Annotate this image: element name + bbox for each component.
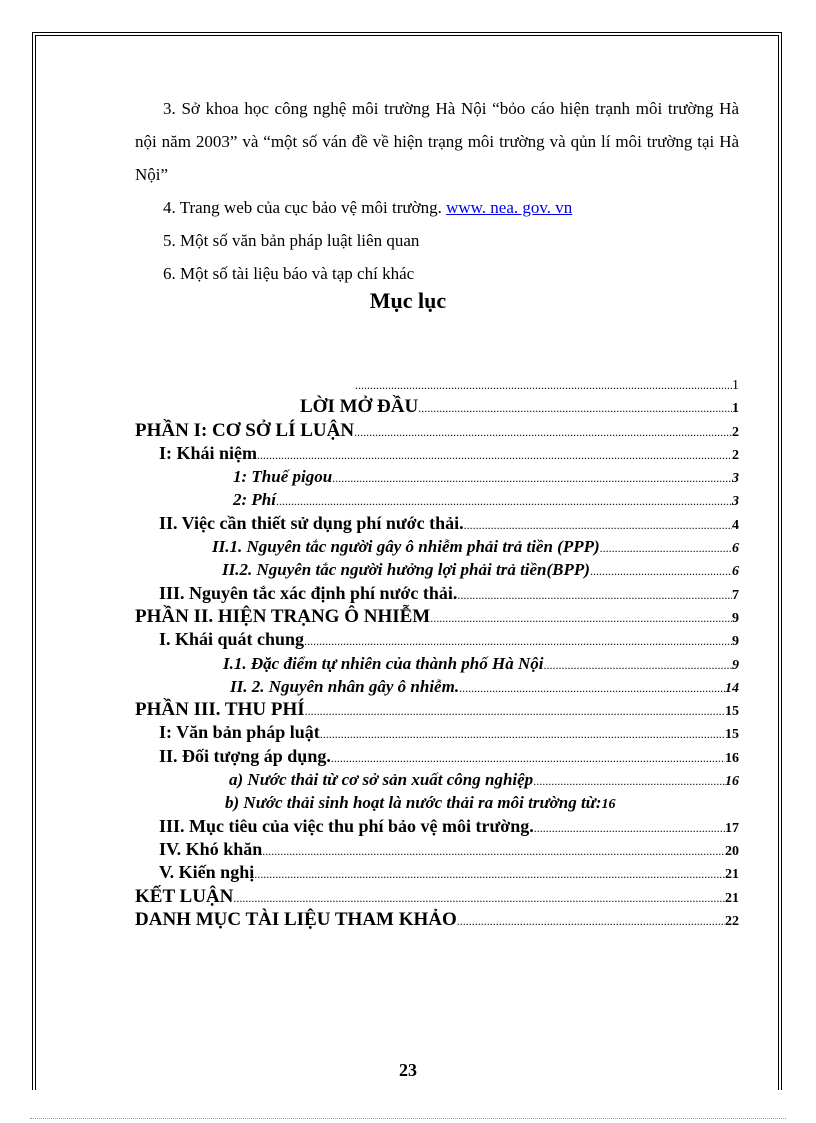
toc-entry-page: 22 xyxy=(725,913,739,929)
toc-entry-page: 2 xyxy=(732,424,739,440)
leader-dots xyxy=(305,698,725,723)
toc-entry-page: 15 xyxy=(725,704,739,720)
reference-item-5: 5. Một số văn bản pháp luật liên quan xyxy=(163,231,420,250)
toc-entry-page: 16 xyxy=(725,774,739,790)
toc-entry-van-ban-phap-luat[interactable] xyxy=(135,721,739,744)
toc-entry-label: PHẦN I: CƠ SỞ LÍ LUẬN xyxy=(135,419,355,441)
reference-item-3-line-1: 3. Sở khoa học công nghệ môi trường Hà Nội “bỏo cáo hiện trạnh môi xyxy=(163,99,663,118)
leader-dots xyxy=(533,768,725,793)
leader-dots xyxy=(233,885,725,910)
toc-entry-nguyen-nhan[interactable] xyxy=(135,675,739,698)
leader-dots xyxy=(418,395,732,420)
toc-entry-label: KẾT LUẬN xyxy=(135,885,234,907)
toc-entry-label: I. Khái quát chung xyxy=(159,629,305,650)
toc-entry-page: 9 xyxy=(732,657,739,673)
toc-entry-label: I.1. Đặc điểm tự nhiên của thành phố Hà Nội xyxy=(223,653,544,673)
toc-entry-kien-nghi[interactable] xyxy=(135,861,739,884)
toc-entry-bpp[interactable] xyxy=(135,558,739,581)
toc-entry-label: II. Việc cần thiết sử dụng phí nước thải. xyxy=(159,512,464,533)
toc-entry-label: a) Nước thải từ cơ sở sản xuất công nghiệp xyxy=(229,770,534,790)
toc-entry-label: b) Nước thải sinh hoạt là nước thải ra môi trường từ: xyxy=(225,793,602,813)
leader-dots xyxy=(320,721,725,746)
leader-dots xyxy=(430,605,732,630)
leader-dots xyxy=(276,488,732,513)
toc-entry-label: III. Nguyên tắc xác định phí nước thải. xyxy=(159,582,458,603)
page-number: 23 xyxy=(399,1060,417,1078)
reference-item-6: 6. Một số tài liệu báo và tạp chí khác xyxy=(163,264,415,283)
toc-entry-ppp[interactable] xyxy=(135,535,739,558)
toc-entry-label: I: Khái niệm xyxy=(159,442,258,463)
toc-entry-page: 9 xyxy=(732,610,739,626)
toc-entry-label: III. Mục tiêu của việc thu phí bảo vệ môi trường. xyxy=(159,815,534,836)
leader-dots xyxy=(254,861,725,886)
leader-dots xyxy=(257,442,732,467)
toc-entry-label: PHẦN II. HIỆN TRẠNG Ô NHIỄM xyxy=(135,605,431,627)
leader-dots xyxy=(332,465,732,490)
toc-entry-page: 2 xyxy=(732,447,739,463)
leader-dots xyxy=(457,582,732,607)
toc-entry-page: 16 xyxy=(725,750,739,766)
reference-item-4 xyxy=(135,191,739,224)
toc-entry-label: I: Văn bản pháp luật xyxy=(159,722,320,743)
toc-entry-phan-2[interactable] xyxy=(135,605,739,628)
leader-dots xyxy=(464,512,732,537)
toc-entry-page: 1 xyxy=(732,378,739,393)
toc-entry-label: II. Đối tượng áp dụng. xyxy=(159,745,331,766)
toc-entry-page: 6 xyxy=(732,541,739,557)
leader-dots xyxy=(304,628,732,653)
toc-entry-loi-mo-dau[interactable] xyxy=(135,395,739,418)
toc-entry-khai-niem[interactable] xyxy=(135,442,739,465)
toc-entry-nuoc-thai-sinh-hoat[interactable] xyxy=(135,791,739,814)
reference-item-3-line-3: lí môi trường tại Hà Nội” xyxy=(135,132,740,184)
toc-entry-page: 14 xyxy=(725,680,739,696)
toc-entry-khai-quat-chung[interactable] xyxy=(135,628,739,651)
leader-dots xyxy=(457,908,725,933)
toc-title: Mục lục xyxy=(369,288,447,313)
toc-entry-page: 17 xyxy=(725,820,739,836)
leader-dots xyxy=(600,535,732,560)
toc-entry-label: DANH MỤC TÀI LIỆU THAM KHẢO xyxy=(135,908,457,930)
toc-entry-nguyen-tac-xac-dinh[interactable] xyxy=(135,582,739,605)
leader-dots xyxy=(534,815,725,840)
toc-entry-nuoc-thai-cong-nghiep[interactable] xyxy=(135,768,739,791)
toc-entry-page: 15 xyxy=(725,727,739,743)
toc-entry-label: 1: Thuế pigou xyxy=(233,467,333,487)
reference-list xyxy=(135,92,739,290)
toc-entry-page: 3 xyxy=(732,494,739,510)
leader-dots xyxy=(331,745,725,770)
toc-entry-page: 1 xyxy=(732,401,739,417)
toc-entry-thue-pigou[interactable] xyxy=(135,465,739,488)
toc-entry-page: 16 xyxy=(601,797,616,813)
leader-dots xyxy=(544,652,733,677)
toc-entry-label: II.1. Nguyên tắc người gây ô nhiễm phải trả tiền (PPP) xyxy=(212,537,600,557)
toc-entry-page: 7 xyxy=(732,587,739,603)
leader-dots xyxy=(459,675,725,700)
toc-entry-label: LỜI MỞ ĐẦU xyxy=(300,396,419,418)
toc-entry-phan-3[interactable] xyxy=(135,698,739,721)
toc-entry-phi[interactable] xyxy=(135,488,739,511)
toc-entry-tai-lieu-tham-khao[interactable] xyxy=(135,908,739,931)
toc-entry-dac-diem-tu-nhien[interactable] xyxy=(135,652,739,675)
website-link[interactable]: www. nea. gov. vn xyxy=(446,198,573,217)
toc-entry-kho-khan[interactable] xyxy=(135,838,739,861)
reference-item-3-line-2: trường Hà nội năm 2003” và “một số ván đề về hiện trạng môi trường và qủn xyxy=(135,99,740,151)
toc-entry-page: 6 xyxy=(732,564,739,580)
toc-entry-label: 2: Phí xyxy=(233,490,276,510)
toc-entry-page: 20 xyxy=(725,843,739,859)
toc-entry-page: 9 xyxy=(732,634,739,650)
toc-entry-label: PHẦN III. THU PHÍ xyxy=(135,699,305,721)
reference-item-4-text: 4. Trang web của cục bảo vệ môi trường. xyxy=(163,198,447,217)
reference-item-3 xyxy=(135,92,739,191)
toc-entry-doi-tuong-ap-dung[interactable] xyxy=(135,745,739,768)
toc-entry-blank[interactable] xyxy=(135,372,739,395)
toc-entry-label: V. Kiến nghị xyxy=(159,862,255,883)
toc-entry-label: IV. Khó khăn xyxy=(159,838,263,859)
toc-entry-page: 21 xyxy=(725,867,739,883)
toc-entry-label: II. 2. Nguyên nhân gây ô nhiễm. xyxy=(230,676,460,696)
toc-entry-muc-tieu[interactable] xyxy=(135,815,739,838)
toc-entry-page: 3 xyxy=(732,471,739,487)
leader-dots xyxy=(354,419,732,444)
toc-entry-phan-1[interactable] xyxy=(135,419,739,442)
table-of-contents xyxy=(135,372,739,931)
leader-dots xyxy=(262,838,725,863)
bottom-rule xyxy=(30,1118,786,1119)
toc-entry-label: II.2. Nguyên tắc người hưởng lợi phải trả tiền(BPP) xyxy=(222,560,590,580)
toc-entry-page: 21 xyxy=(725,890,739,906)
toc-entry-viec-can-thiet[interactable] xyxy=(135,512,739,535)
toc-entry-ket-luan[interactable] xyxy=(135,885,739,908)
leader-dots xyxy=(590,558,732,583)
toc-entry-page: 4 xyxy=(732,517,739,533)
leader-dots xyxy=(355,372,732,397)
